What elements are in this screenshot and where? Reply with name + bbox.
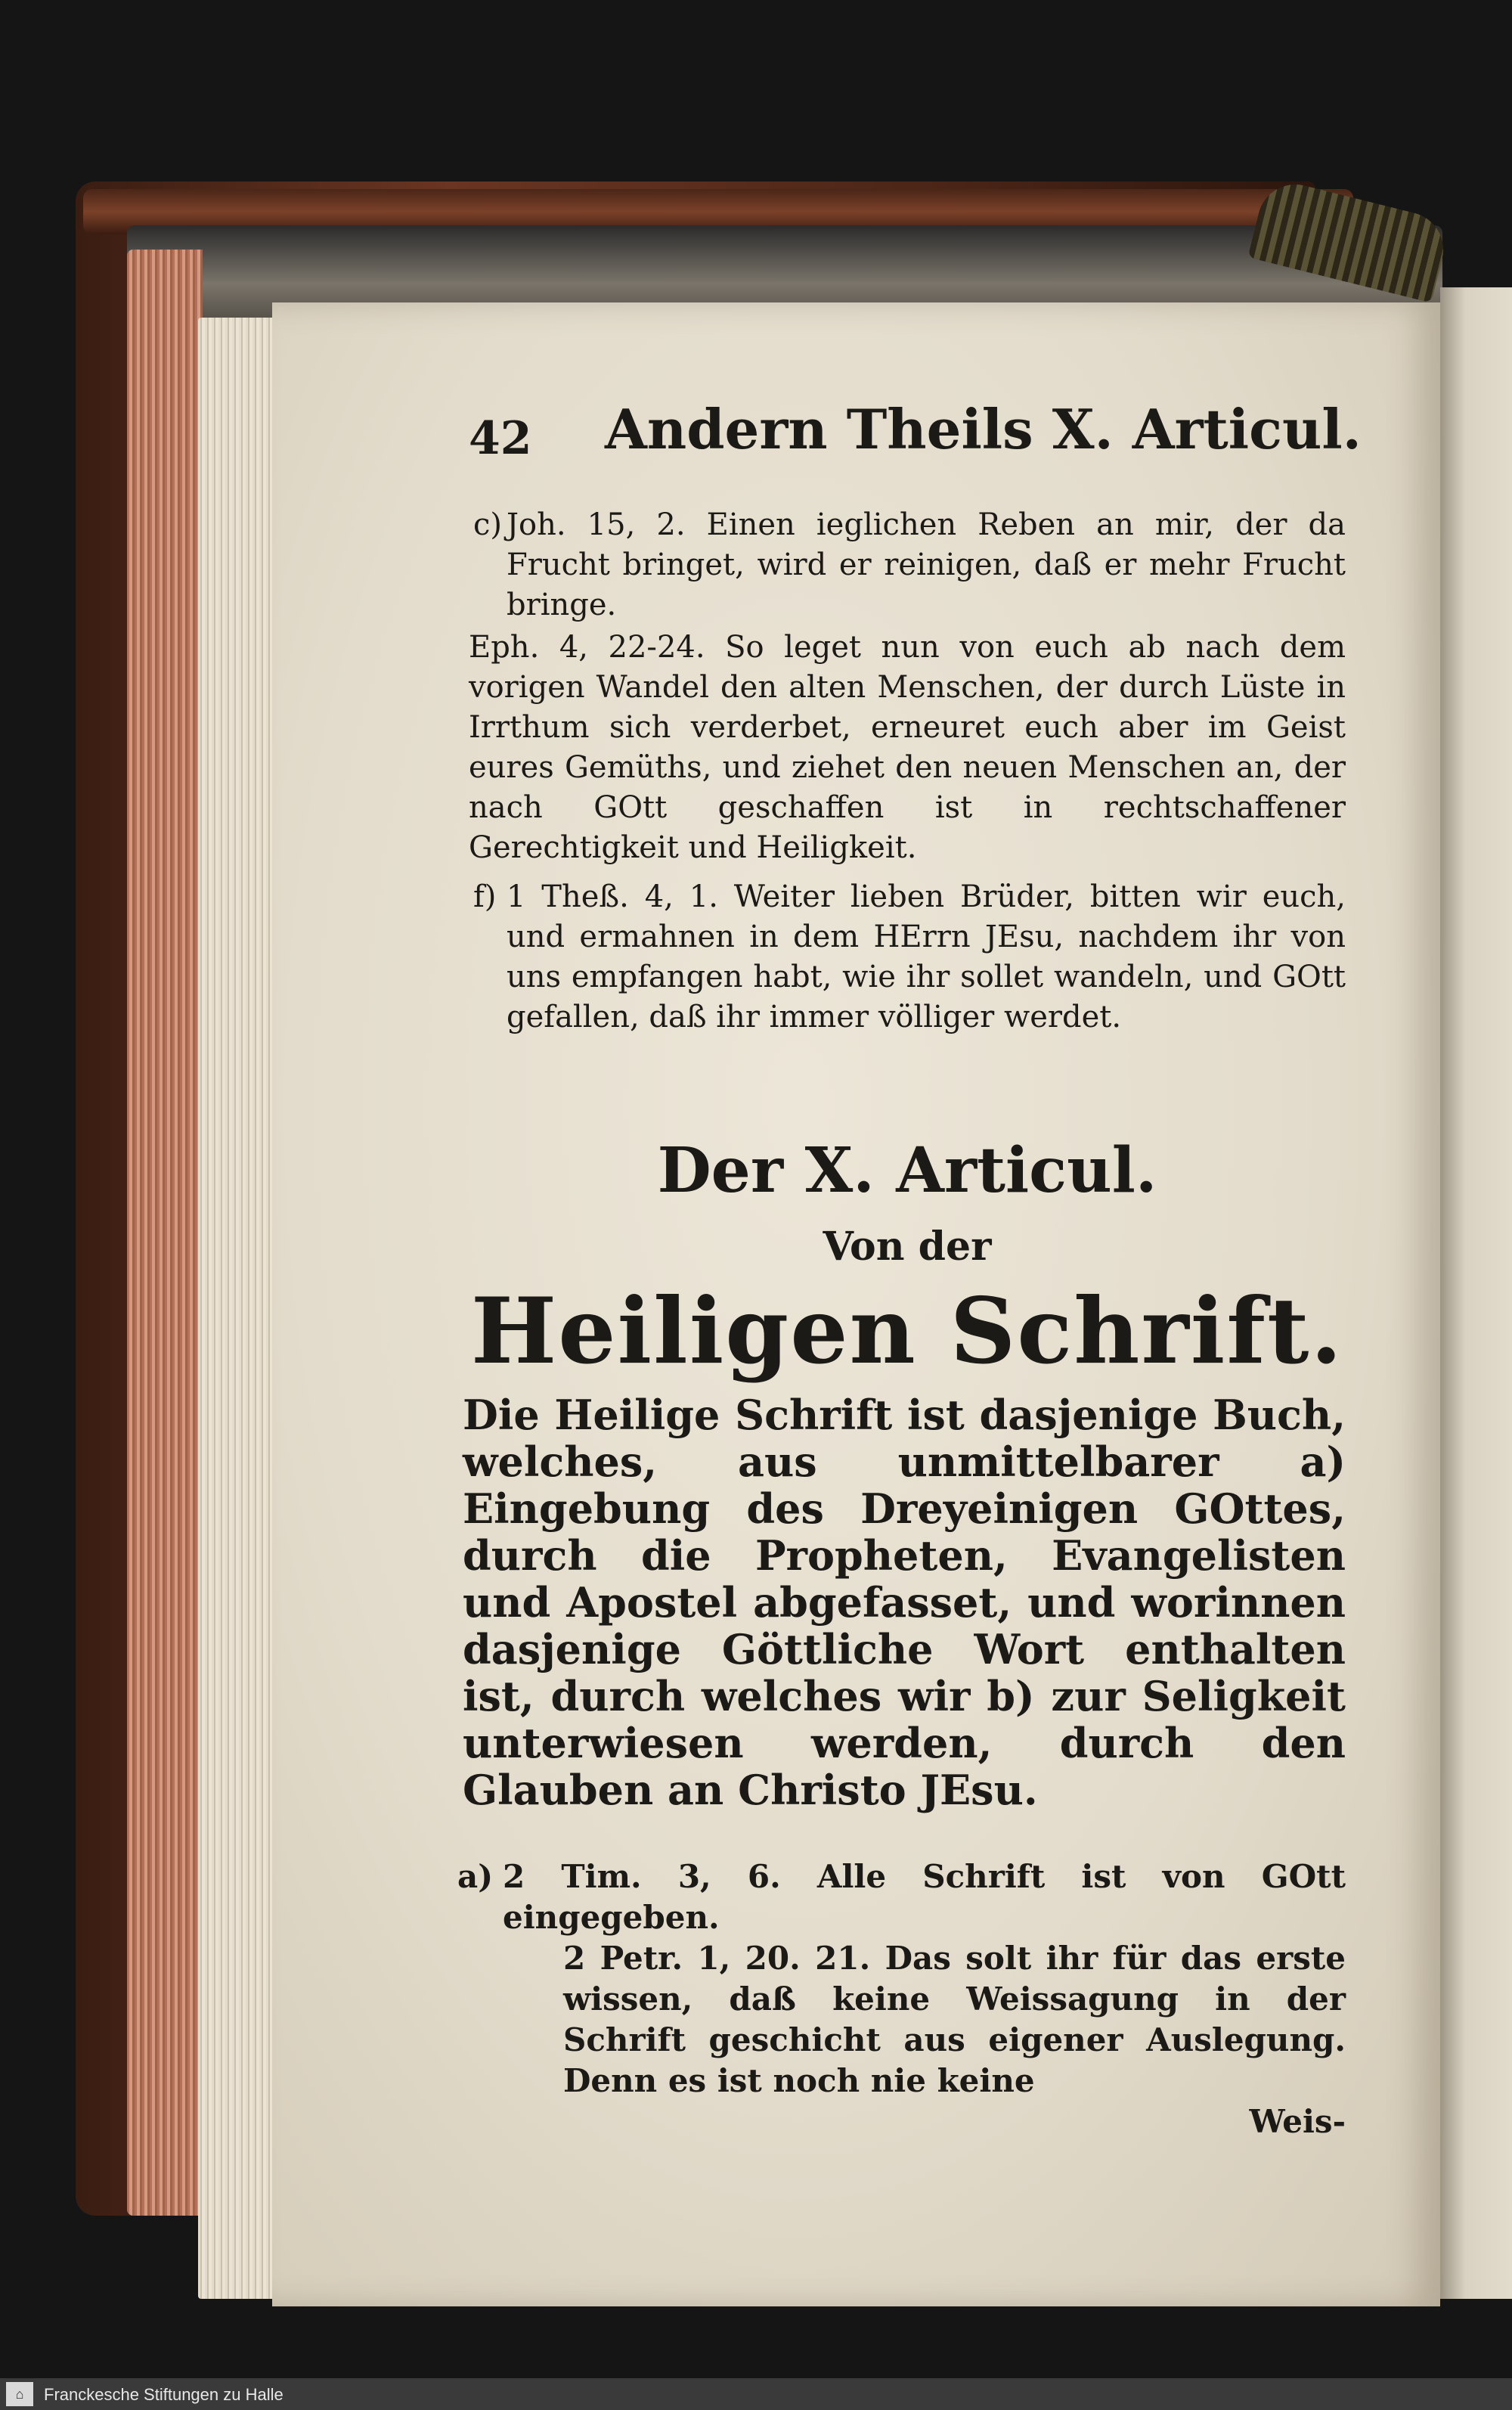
footnote-ref: 1 Theß. 4, 1. [507, 879, 718, 914]
article-title: Der X. Articul. [657, 1134, 1157, 1207]
footnote-mark: a) [457, 1858, 494, 1895]
footnote-ref: 2 Tim. 3, 6. [503, 1858, 781, 1895]
footnote-ref: Eph. 4, 22-24. [469, 630, 705, 665]
facing-page [1440, 287, 1512, 2299]
footer-bar [0, 2378, 1512, 2410]
footnote-petr [503, 1938, 1346, 2101]
footnote-eph [469, 628, 1346, 868]
article-subtitle: Von der [823, 1224, 992, 1270]
body-paragraph: Die Heilige Schrift ist dasjenige Buch, welches, aus unmittelbarer a) Eingebung des Dreyeinigen GOttes, durch die Propheten, Evangelisten und Apostel abgefasset, und worinnen dasjenige Göttliche Wort enthalten ist, durch welches wir b) zur Seligkeit unterwiesen werden, durch den Glauben an Christo JEsu. [463, 1391, 1346, 1814]
footnote-text: Alle Schrift ist von GOtt eingegeben. [503, 1858, 1346, 1936]
footnote-ref: 2 Petr. 1, 20. 21. [563, 1940, 871, 1977]
catchword: Weis- [1249, 2103, 1346, 2140]
article-main-title: Heiligen Schrift. [470, 1278, 1344, 1385]
running-head [469, 397, 1362, 480]
footnote-text: Einen ieglichen Reben an mir, der da Frucht bringet, wird er reinigen, daß er mehr Frucht bringe. [507, 507, 1346, 622]
fore-edge [127, 250, 203, 2216]
running-title: Andern Theils X. Articul. [605, 397, 1362, 461]
footnote-c [473, 505, 1346, 625]
footnote-f [473, 877, 1346, 1038]
footnote-mark: f) [473, 879, 497, 914]
footnote-ref: Joh. 15, 2. [507, 507, 686, 542]
footnote-mark: c) [473, 507, 503, 542]
footnote-text: So leget nun von euch ab nach dem vorigen Wandel den alten Menschen, der durch Lüste in Irrthum sich verderbet, erneuret euch aber im Geist eures Gemüths, und ziehet den neuen Menschen an, der nach GOtt geschaffen ist in rechtschaffener Gerechtigkeit und Heiligkeit. [469, 630, 1346, 865]
footnote-text: Weiter lieben Brüder, bitten wir euch, und ermahnen in dem HErrn JEsu, nachdem ihr von uns empfangen habt, wie ihr sollet wandeln, und GOtt gefallen, daß ihr immer völliger werdet. [507, 879, 1346, 1034]
institution-name: Franckesche Stiftungen zu Halle [44, 2385, 284, 2404]
institution-logo-icon: ⌂ [6, 2382, 33, 2406]
footnote-a [457, 1856, 1346, 2142]
footnote-text: Das solt ihr für das erste wissen, daß keine Weissagung in der Schrift geschicht aus eigener Auslegung. Denn es ist noch nie keine [563, 1940, 1346, 2099]
page-number: 42 [469, 412, 532, 465]
